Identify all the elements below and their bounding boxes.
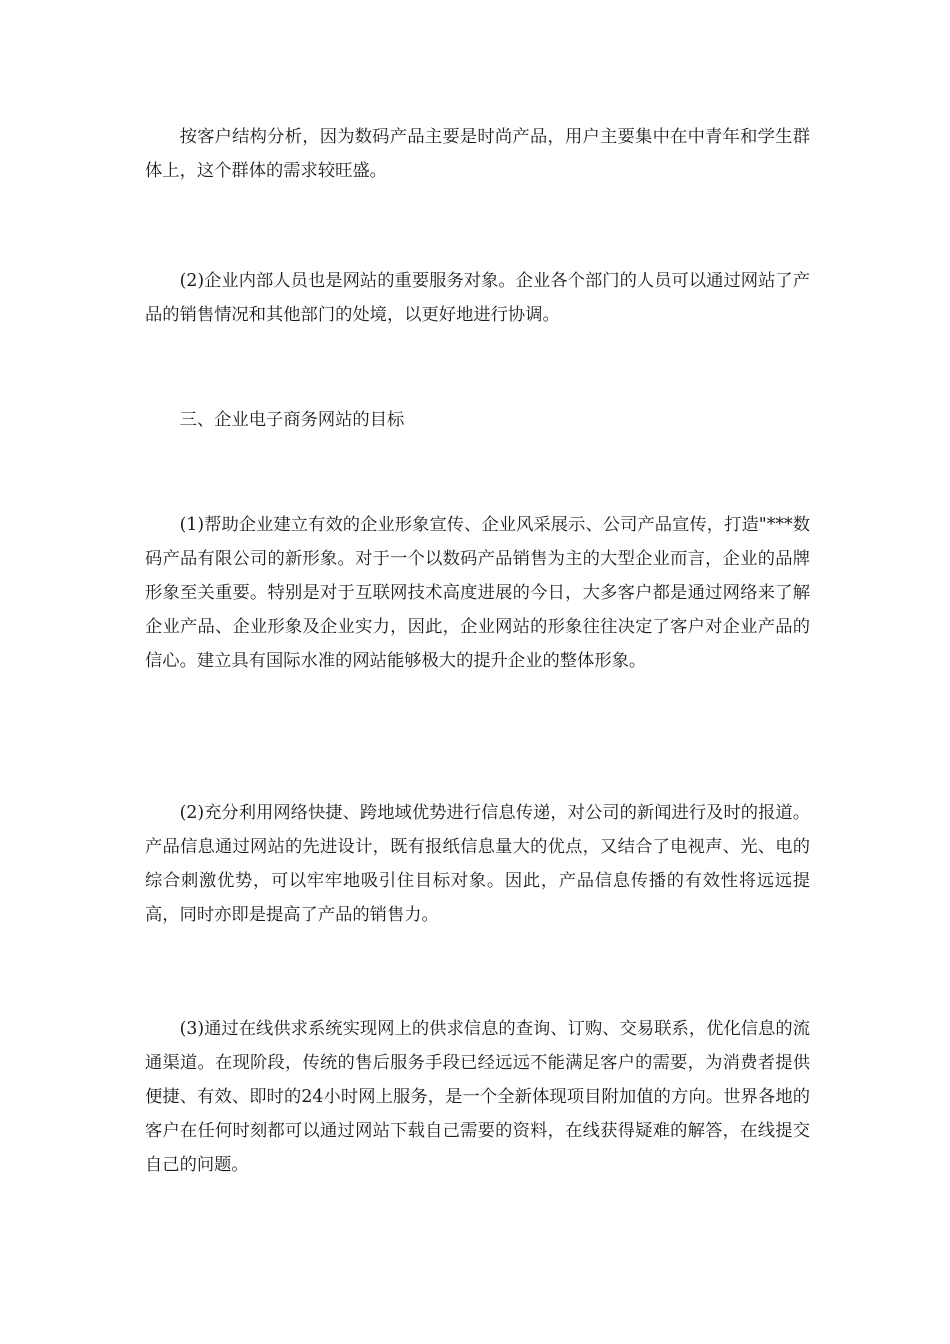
paragraph-customer-structure: 按客户结构分析，因为数码产品主要是时尚产品，用户主要集中在中青年和学生群体上，这个群体的需求较旺盛。 — [145, 127, 810, 181]
paragraph-goal-2-information-delivery: (2)充分利用网络快捷、跨地域优势进行信息传递，对公司的新闻进行及时的报道。产品信息通过网站的先进设计，既有报纸信息量大的优点，又结合了电视声、光、电的综合刺激优势，可以牢牢地吸引住目标对象。因此，产品信息传播的有效性将远远提高，同时亦即是提高了产品的销售力。 — [145, 803, 810, 925]
paragraph-goal-1-brand-image: (1)帮助企业建立有效的企业形象宣传、企业风采展示、公司产品宣传，打造"***数码产品有限公司的新形象。对于一个以数码产品销售为主的大型企业而言，企业的品牌形象至关重要。特别是对于互联网技术高度进展的今日，大多客户都是通过网络来了解企业产品、企业形象及企业实力，因此，企业网站的形象往往决定了客户对企业产品的信心。建立具有国际水准的网站能够极大的提升企业的整体形象。 — [145, 515, 810, 671]
section-heading-website-goals: 三、企业电子商务网站的目标 — [179, 410, 405, 430]
paragraph-internal-staff: (2)企业内部人员也是网站的重要服务对象。企业各个部门的人员可以通过网站了产品的销售情况和其他部门的处境，以更好地进行协调。 — [145, 271, 810, 325]
paragraph-goal-3-online-supply-demand: (3)通过在线供求系统实现网上的供求信息的查询、订购、交易联系，优化信息的流通渠道。在现阶段，传统的售后服务手段已经远远不能满足客户的需要，为消费者提供便捷、有效、即时的24小时网上服务，是一个全新体现项目附加值的方向。世界各地的客户在任何时刻都可以通过网站下载自己需要的资料，在线获得疑难的解答，在线提交自己的问题。 — [145, 1019, 810, 1175]
